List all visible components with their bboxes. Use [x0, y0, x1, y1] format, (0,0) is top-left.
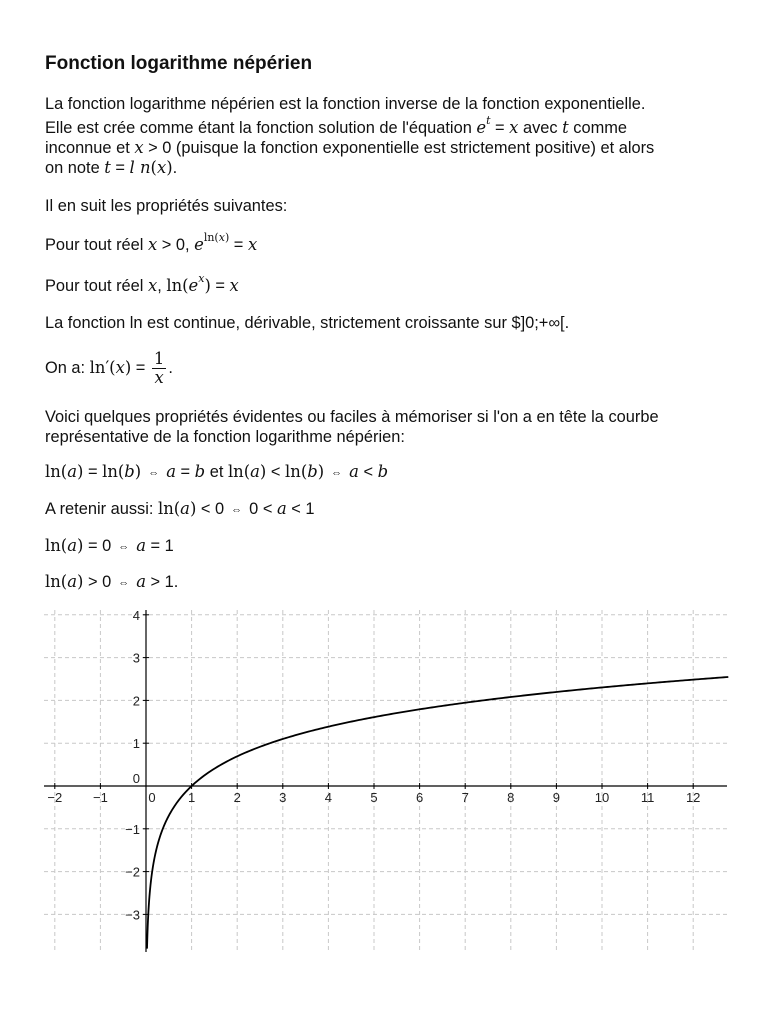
derivative-text: On a: — [45, 359, 90, 377]
x-tick-label: 0 — [148, 790, 156, 805]
property-text: Pour tout réel — [45, 236, 148, 254]
intro-line-3: inconnue et x > 0 (puisque la fonction exponentielle est strictement positive) et alors — [45, 138, 655, 157]
intro-text: (puisque la fonction exponentielle est strictement positive) et alors — [171, 139, 655, 157]
x-tick-label: 1 — [187, 790, 196, 805]
y-tick-label: 3 — [132, 650, 140, 666]
x-tick-label: 8 — [507, 790, 515, 805]
property-1: Pour tout réel x > 0, $e^{ln(x)} = x$ — [45, 231, 258, 254]
x-tick-label: 11 — [640, 790, 655, 805]
continuity-text: La fonction ln est continue, dérivable, strictement croissante sur $]0;+∞[. — [45, 314, 570, 332]
intro-text: inconnue et — [45, 139, 135, 157]
voici-line-2: représentative de la fonction logarithme népérien: — [45, 428, 405, 446]
x-tick-label: 3 — [279, 790, 287, 805]
y-tick-label: −2 — [125, 864, 140, 880]
ln-curve — [147, 677, 728, 949]
x-tick-label: 6 — [415, 790, 424, 805]
and-text: et — [205, 463, 228, 481]
y-tick-label: 4 — [132, 607, 140, 623]
x-tick-label: 4 — [324, 790, 333, 805]
x-tick-label: −2 — [47, 790, 63, 805]
equivalence-4: ln(a) > 0 ⇔ a > 1. — [45, 572, 179, 591]
intro-text: comme — [568, 119, 628, 137]
fraction: $\frac{1}{x}$ — [153, 349, 165, 388]
ln-graph — [0, 600, 768, 960]
y-tick-label: 1 — [132, 736, 140, 752]
equiv-symbol: ⇔ — [331, 467, 343, 479]
y-tick-label: 2 — [132, 693, 140, 709]
equivalence-1: ln(a) = ln(b) ⇔ a = b et ln(a) < ln(b) ⇔ a < b — [45, 462, 389, 481]
y-tick-label: −3 — [125, 907, 140, 923]
equivalence-3: ln(a) = 0 ⇔ a = 1 — [45, 536, 174, 555]
x-tick-label: 5 — [370, 790, 378, 805]
x-tick-label: 12 — [685, 790, 701, 805]
intro-text: avec — [518, 119, 563, 137]
y-tick-label: 0 — [132, 771, 140, 786]
equiv-symbol: ⇔ — [118, 541, 130, 553]
axes — [44, 607, 727, 952]
retenir-text: A retenir aussi: — [45, 500, 158, 518]
intro-text: . — [172, 159, 178, 177]
x-tick-label: 9 — [552, 790, 561, 805]
equivalence-2: A retenir aussi: ln(a) < 0 ⇔ 0 < a < 1 — [45, 499, 315, 518]
x-tick-label: −1 — [92, 790, 108, 805]
x-tick-label: 7 — [461, 790, 469, 805]
equiv-symbol: ⇔ — [148, 467, 160, 479]
equiv-symbol: ⇔ — [118, 577, 130, 589]
x-tick-label: 10 — [594, 790, 610, 805]
intro-line-4: on note t = l n(x). — [45, 158, 178, 177]
intro-line-2: Elle est crée comme étant la fonction solution de l'équation $e^t = x$ avec t comme — [45, 114, 628, 137]
voici-line-1: Voici quelques propriétés évidentes ou faciles à mémoriser si l'on a en tête la courbe — [45, 408, 659, 426]
intro-text: Elle est crée comme étant la fonction solution de l'équation — [45, 119, 477, 137]
intro-text: on note — [45, 159, 105, 177]
x-tick-label: 2 — [233, 790, 241, 805]
intro-line-1: La fonction logarithme népérien est la fonction inverse de la fonction exponentielle. — [45, 95, 646, 113]
derivative-line: On a: ln′(x) = $\frac{1}{x}$ . — [45, 349, 173, 388]
equiv-symbol: ⇔ — [231, 504, 243, 516]
y-tick-label: −1 — [125, 821, 140, 837]
property-text: Pour tout réel — [45, 277, 148, 295]
properties-intro: Il en suit les propriétés suivantes: — [45, 197, 288, 215]
property-2: Pour tout réel x, $\ln(e^x) = x$ — [45, 272, 239, 295]
page-title: Fonction logarithme népérien — [45, 53, 313, 74]
